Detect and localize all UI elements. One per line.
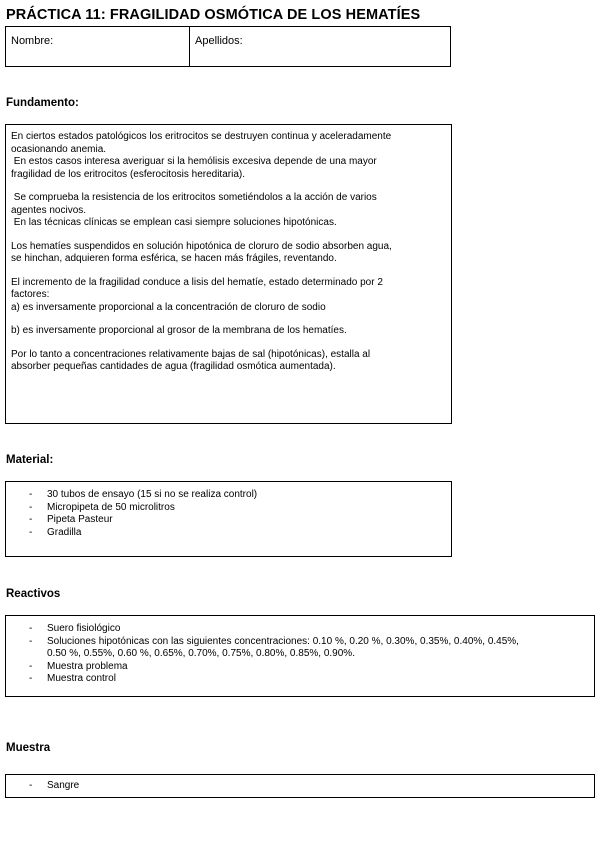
bullet-dash: - (29, 673, 33, 685)
fundamento-heading: Fundamento: (6, 97, 79, 109)
bullet-dash: - (29, 623, 33, 634)
list-item (6, 661, 594, 674)
list-item (6, 623, 594, 636)
list-item-text: 30 tubos de ensayo (15 si no se realiza control) (47, 489, 258, 500)
muestra-heading: Muestra (6, 742, 51, 754)
page-title: PRÁCTICA 11: FRAGILIDAD OSMÓTICA DE LOS HEMATÍES (6, 7, 421, 23)
list-item-text: Soluciones hipotónicas con las siguientes concentraciones: 0.10 %, 0.20 %, 0.30%, 0.35%, 0.40%, 0.45%, (47, 635, 519, 647)
material-list (6, 489, 451, 539)
text-line: Por lo tanto a concentraciones relativamente bajas de sal (hipotónicas), estalla al (11, 348, 371, 360)
material-box (5, 481, 452, 557)
muestra-list (6, 780, 594, 793)
text-line: En las técnicas clínicas se emplean casi siempre soluciones hipotónicas. (11, 217, 337, 228)
text-line: Los hematíes suspendidos en solución hipotónica de cloruro de sodio absorben agua, (11, 240, 392, 252)
fundamento-paragraph (11, 241, 446, 266)
list-item (6, 514, 451, 527)
text-line: El incremento de la fragilidad conduce a lisis del hematíe, estado determinado por 2 (11, 276, 383, 288)
bullet-dash: - (29, 514, 33, 526)
reactivos-list (6, 623, 594, 686)
list-item (6, 636, 594, 661)
list-item (6, 489, 451, 502)
list-item-text: Muestra control (47, 673, 116, 685)
bullet-dash: - (29, 501, 33, 513)
text-line: se hinchan, adquieren forma esférica, se hacen más frágiles, reventando. (11, 253, 337, 264)
text-line: fragilidad de los eritrocitos (esferocitosis hereditaria). (11, 168, 245, 180)
text-line: factores: (11, 289, 50, 300)
list-item-text: Gradilla (47, 526, 82, 538)
bullet-dash: - (29, 489, 33, 500)
list-item (6, 780, 594, 793)
text-line: Se comprueba la resistencia de los eritrocitos sometiéndolos a la acción de varios (11, 192, 377, 203)
fundamento-paragraph (11, 192, 446, 230)
muestra-box (5, 774, 595, 798)
reactivos-box (5, 615, 595, 697)
material-heading: Material: (6, 454, 54, 466)
list-item (6, 502, 451, 515)
list-item (6, 673, 594, 686)
bullet-dash: - (29, 526, 33, 538)
text-line: a) es inversamente proporcional a la concentración de cloruro de sodio (11, 301, 326, 313)
list-item-text: Pipeta Pasteur (47, 514, 113, 526)
apellidos-label: Apellidos: (195, 35, 243, 47)
list-item (6, 527, 451, 540)
fundamento-box (5, 124, 452, 424)
text-line: agentes nocivos. (11, 204, 87, 216)
list-item-text: Micropipeta de 50 microlitros (47, 501, 175, 513)
fundamento-paragraph (11, 349, 446, 374)
text-line: ocasionando anemia. (11, 143, 107, 155)
bullet-dash: - (29, 660, 33, 672)
text-line: absorber pequeñas cantidades de agua (fragilidad osmótica aumentada). (11, 361, 336, 372)
bullet-dash: - (29, 780, 33, 791)
fundamento-paragraph (11, 131, 446, 181)
text-line: En estos casos interesa averiguar si la hemólisis excesiva depende de una mayor (11, 156, 377, 167)
list-item-text: Sangre (47, 780, 80, 791)
list-item-text: Suero fisiológico (47, 623, 121, 634)
fundamento-paragraph (11, 277, 446, 315)
text-line: b) es inversamente proporcional al grosor de la membrana de los hematíes. (11, 325, 347, 336)
name-divider (189, 27, 190, 66)
text-line: En ciertos estados patológicos los eritrocitos se destruyen continua y aceleradamente (11, 131, 392, 142)
list-item-text: Muestra problema (47, 660, 128, 672)
list-item-text: 0.50 %, 0.55%, 0.60 %, 0.65%, 0.70%, 0.75%, 0.80%, 0.85%, 0.90%. (47, 648, 355, 660)
reactivos-heading: Reactivos (6, 588, 61, 600)
fundamento-paragraph (11, 325, 446, 338)
name-form-box (5, 26, 451, 67)
nombre-label: Nombre: (11, 35, 54, 47)
bullet-dash: - (29, 635, 33, 647)
